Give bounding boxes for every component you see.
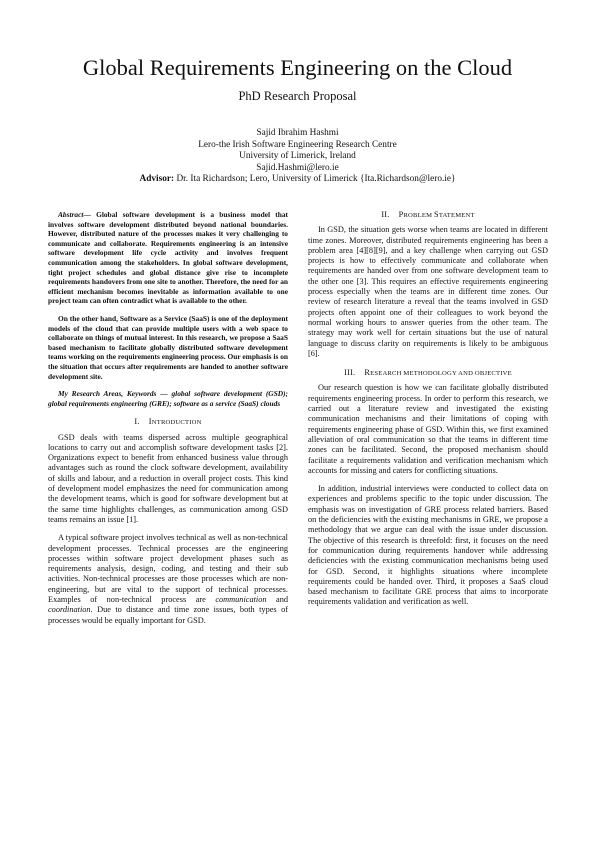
abstract-label: Abstract—	[58, 210, 91, 219]
method-paragraph-1: Our research question is how we can facilitate globally distributed requirements engineering process. In order to perform this research, we carried out a literature review and investigated the existing communication mechanisms and their limitations of coping with requirements engineering phase of GSD. Within this, we first examined alleviation of oral communication so that the teams in different time zones can be facilitated. Second, the proposed mechanism should facilitate a requirements validation and verification mechanism which accounts for missing and caters for conflicting situations.	[308, 383, 548, 475]
method-paragraph-2: In addition, industrial interviews were conducted to collect data on experiences and problems specific to the topic under discussion. The emphasis was on investigation of GRE process related barriers. Based on the deficiencies with the existing mechanisms in GRE, we propose a methodology that we argue can deal with the issue under discussion. The objective of this research is threefold: first, it focuses on the need for communication during requirements handover while addressing deficiencies with the existing communication mechanisms being used for GSD. Second, it highlights situations where incomplete requirements could be handed over. Third, it proposes a SaaS cloud based mechanism to facilitate GRE process that aims to incorporate requirements validation and verification as well.	[308, 484, 548, 607]
abstract-paragraph-1: Abstract— Global software development is a business model that involves software development distributed beyond national boundaries. However, distributed nature of the processes makes it very challenging to communicate and collaborate. Requirements engineering is an intensive software development life cycle activity and involves frequent communication among the stakeholders. In global software development, tight project schedules and global distance give rise to incomplete requirements handovers from one site to another. Therefore, the need for an efficient mechanism becomes inevitable as information available to one project team can often contradict what is available to the other.	[48, 210, 288, 306]
abstract-paragraph-2: On the other hand, Software as a Service (SaaS) is one of the deployment models of the cloud that can provide multiple users with a web space to collaborate on things of mutual interest. In this research, we propose a SaaS based mechanism to facilitate globally distributed software development teams working on the requirements engineering process. Our emphasis is on the situation that occurs after requirements are handed to another software development site.	[48, 313, 288, 381]
intro-paragraph-2: A typical software project involves technical as well as non-technical development processes. Technical processes are the engineering processes within software project development phases such as requirements analysis, design, coding, and testing and their sub activities. Non-technical processes are those processes which are non-engineering, but are vital to the support of technical processes. Examples of non-technical process are communication and coordination. Due to distance and time zone issues, both types of processes would be equally important for GSD.	[48, 533, 288, 625]
advisor-label: Advisor:	[139, 174, 175, 184]
paper-title: Global Requirements Engineering on the Cloud	[82, 55, 513, 80]
intro-paragraph-1: GSD deals with teams dispersed across multiple geographical locations to carry out and accomplish software development tasks [2]. Organizations expect to benefit from enhanced business value through advantages such as round the clock software development, availability of skills and labour, and a reduction in overall project costs. This kind of development model emphasizes the need for communication among the development teams, which is good for software development but at the same time highlights challenges, as communication among GSD teams remains an issue [1].	[48, 432, 288, 524]
section-heading-problem: II. PROBLEM STATEMENT	[381, 210, 475, 219]
author-block	[0, 128, 595, 186]
author-university: University of Limerick, Ireland	[239, 151, 356, 161]
left-column	[48, 210, 288, 626]
author-email: Sajid.Hashmi@lero.ie	[256, 162, 339, 173]
author-name: Sajid Ibrahim Hashmi	[256, 128, 339, 138]
author-affiliation: Lero-the Irish Software Engineering Research Centre	[198, 139, 397, 150]
problem-paragraph-1: In GSD, the situation gets worse when teams are located in different time zones. Moreover, distributed requirements engineering has been a problem area [4][8][9], and a key challenge when carrying out GSD projects is how to effectively communicate and collaborate when requirements are handed over from one software development team to the other one [3]. This requires an effective requirements engineering process especially when the teams are in different time zones. Our review of research literature a reveal that the teams involved in GSD projects often appoint one of their colleagues to work beyond the normal working hours to answer queries from the other team. The strategy may work well for certain situations but the use of natural language to discuss clarity on requirements is likely to be ambiguous [6].	[308, 225, 548, 358]
keywords: My Research Areas, Keywords — global software development (GSD); global requirements engineering (GRE); software as a service (SaaS) clouds	[48, 389, 288, 408]
advisor-text: Dr. Ita Richardson; Lero, University of Limerick {Ita.Richardson@lero.ie}	[174, 174, 456, 184]
right-column	[308, 210, 548, 608]
section-heading-methodology: III. RESEARCH METHODOLOGY AND OBJECTIVE	[344, 368, 512, 378]
section-heading-introduction: I. INTRODUCTION	[134, 417, 202, 427]
paper-subtitle: PhD Research Proposal	[238, 89, 357, 103]
advisor-line	[0, 174, 595, 186]
